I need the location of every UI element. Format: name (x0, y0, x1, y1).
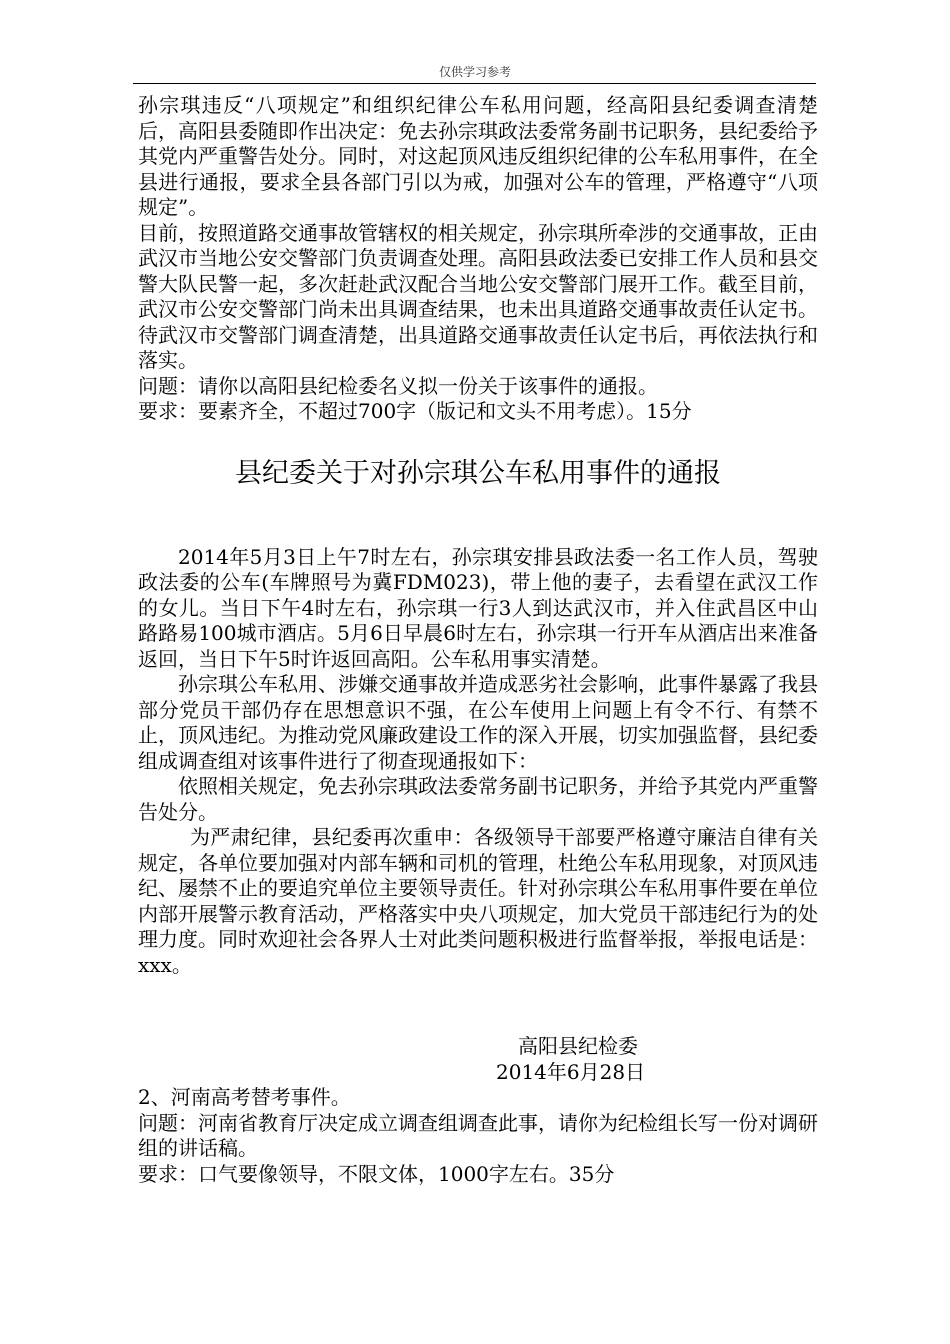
spacer (138, 978, 818, 1034)
intro-paragraph: 孙宗琪违反“八项规定”和组织纪律公车私用问题，经高阳县纪委调查清楚后，高阳县委随即作出决定：免去孙宗琪政法委常务副书记职务，县纪委给予其党内严重警告处分。同时，对这起顶风违反组织纪律的公车私用事件，在全县进行通报，要求全县各部门引以为戒，加强对公车的管理，严格遵守“八项规定”。 (138, 93, 818, 219)
next-item-heading: 2、河南高考替考事件。 (138, 1085, 351, 1109)
intro-paragraph: 目前，按照道路交通事故管辖权的相关规定，孙宗琪所牵涉的交通事故，正由武汉市当地公安交警部门负责调查处理。高阳县政法委已安排工作人员和县交警大队民警一起，多次赶赴武汉配合当地公安交警部门展开工作。截至目前，武汉市公安交警部门尚未出具调查结果，也未出具道路交通事故责任认定书。待武汉市交警部门调查清楚，出具道路交通事故责任认定书后，再依法执行和落实。 (138, 220, 818, 372)
notice-paragraph: 为严肃纪律，县纪委再次重申：各级领导干部要严格遵守廉洁自律有关规定，各单位要加强对内部车辆和司机的管理，杜绝公车私用现象，对顶风违纪、屡禁不止的要追究单位主要领导责任。针对孙宗琪公车私用事件要在单位内部开展警示教育活动，严格落实中央八项规定，加大党员干部违纪行为的处理力度。同时欢迎社会各界人士对此类问题积极进行监督举报，举报电话是：xxx。 (138, 825, 818, 977)
question-line: 问题：河南省教育厅决定成立调查组调查此事，请你为纪检组长写一份对调研组的讲话稿。 (138, 1110, 818, 1160)
requirement-line: 要求：要素齐全，不超过700字（版记和文头不用考虑）。15分 (138, 399, 692, 423)
question-line: 问题：请你以高阳县纪检委名义拟一份关于该事件的通报。 (138, 373, 658, 398)
signature-date: 2014年6月28日 (496, 1059, 646, 1084)
header-note: 仅供学习参考 (438, 65, 511, 79)
notice-paragraph: 孙宗琪公车私用、涉嫌交通事故并造成恶劣社会影响，此事件暴露了我县部分党员干部仍存在思想意识不强，在公车使用上问题上有令不行、有禁不止，顶风违纪。为推动党风廉政建设工作的深入开展，切实加强监督，县纪委组成调查组对该事件进行了彻查现通报如下： (138, 672, 818, 773)
header-divider (133, 83, 816, 84)
notice-paragraph: 2014年5月3日上午7时左右，孙宗琪安排县政法委一名工作人员，驾驶政法委的公车(车牌照号为冀FDM023)，带上他的妻子，去看望在武汉工作的女儿。当日下午4时左右，孙宗琪一行3人到达武汉市，并入住武昌区中山路路易100城市酒店。5月6日早晨6时左右，孙宗琪一行开车从酒店出来准备返回，当日下午5时许返回高阳。公车私用事实清楚。 (138, 544, 818, 671)
requirement-line: 要求：口气要像领导，不限文体，1000字左右。35分 (138, 1161, 615, 1186)
notice-paragraph: 依照相关规定，免去孙宗琪政法委常务副书记职务，并给予其党内严重警告处分。 (138, 774, 818, 824)
document-body (138, 93, 818, 1187)
signature: 高阳县纪检委 (518, 1034, 638, 1058)
notice-title: 县纪委关于对孙宗琪公车私用事件的通报 (235, 457, 721, 489)
